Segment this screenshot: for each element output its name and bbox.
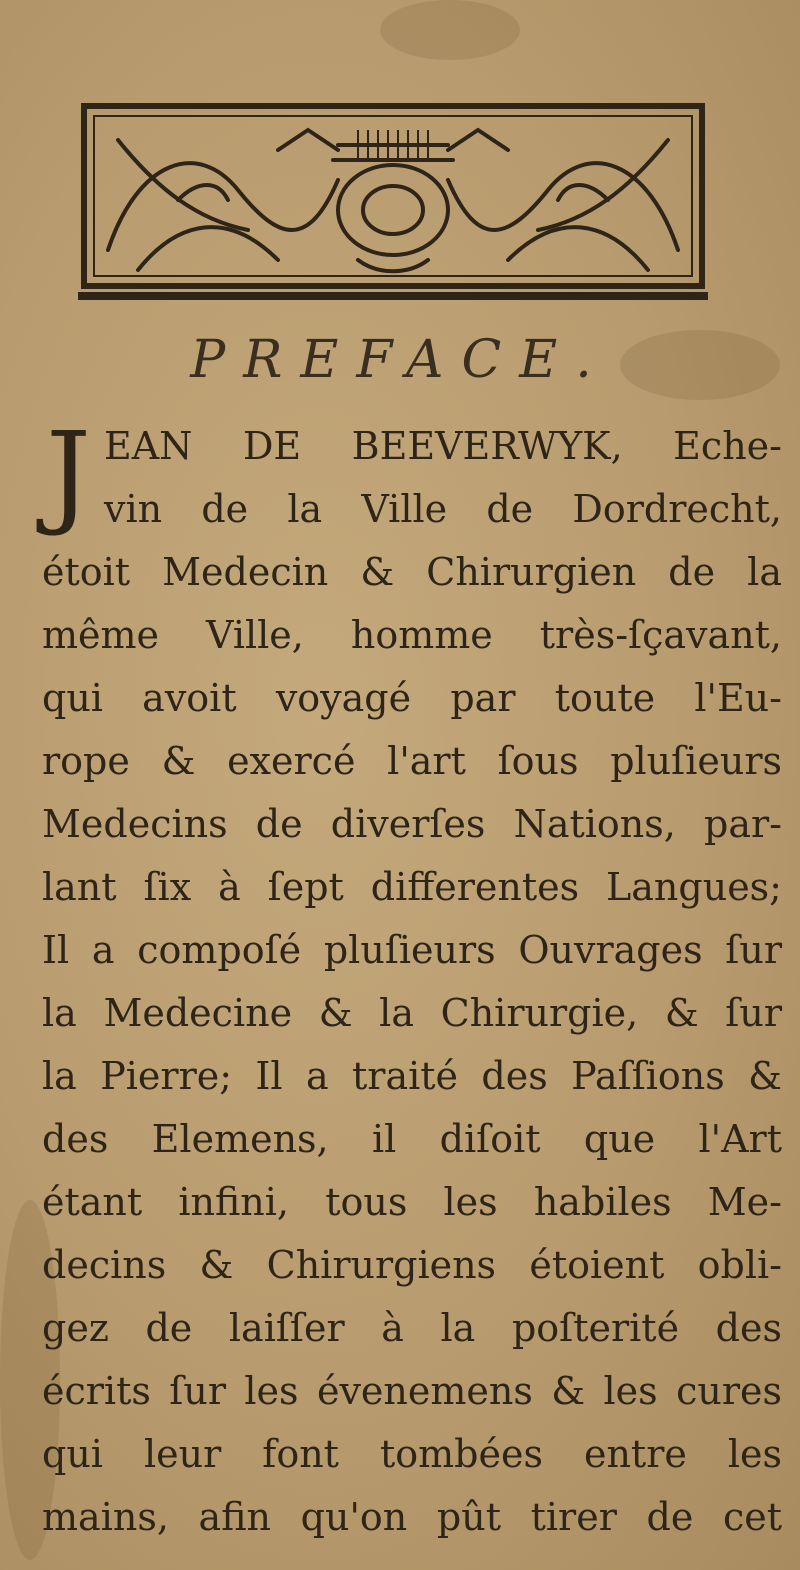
drop-cap: J	[46, 409, 91, 539]
ornamental-headpiece	[78, 100, 708, 305]
text-line: vin de la Ville de Dordrecht,	[104, 487, 782, 531]
woodcut-ornament-icon	[78, 100, 708, 305]
text-line: la Medecine & la Chirurgie, & ſur	[42, 991, 782, 1035]
text-line: des Elemens, il diſoit que l'Art	[42, 1117, 782, 1161]
text-line: la Pierre; Il a traité des Paſſions &	[42, 1054, 782, 1098]
text-line: qui avoit voyagé par toute l'Eu-	[42, 676, 782, 720]
text-line: EAN DE BEEVERWYK, Eche-	[104, 424, 782, 468]
text-line: qui leur font tombées entre les	[42, 1432, 782, 1476]
text-line: mains, afin qu'on pût tirer de cet	[42, 1495, 782, 1539]
text-line: Il a compoſé pluſieurs Ouvrages ſur	[42, 928, 782, 972]
text-line: même Ville, homme très-ſçavant,	[42, 613, 782, 657]
text-line: rope & exercé l'art ſous pluſieurs	[42, 739, 782, 783]
paper-stain	[380, 0, 520, 60]
text-line: Medecins de diverſes Nations, par-	[42, 802, 782, 846]
preface-text	[42, 409, 782, 1549]
text-line: écrits ſur les évenemens & les cures	[42, 1369, 782, 1413]
page-title: PREFACE.	[190, 330, 610, 390]
text-line: lant ſix à ſept differentes Langues;	[42, 865, 782, 909]
text-line: gez de laiſſer à la poſterité des	[42, 1306, 782, 1350]
text-line: étoit Medecin & Chirurgien de la	[42, 550, 782, 594]
text-line: decins & Chirurgiens étoient obli-	[42, 1243, 782, 1287]
text-line: étant infini, tous les habiles Me-	[42, 1180, 782, 1224]
